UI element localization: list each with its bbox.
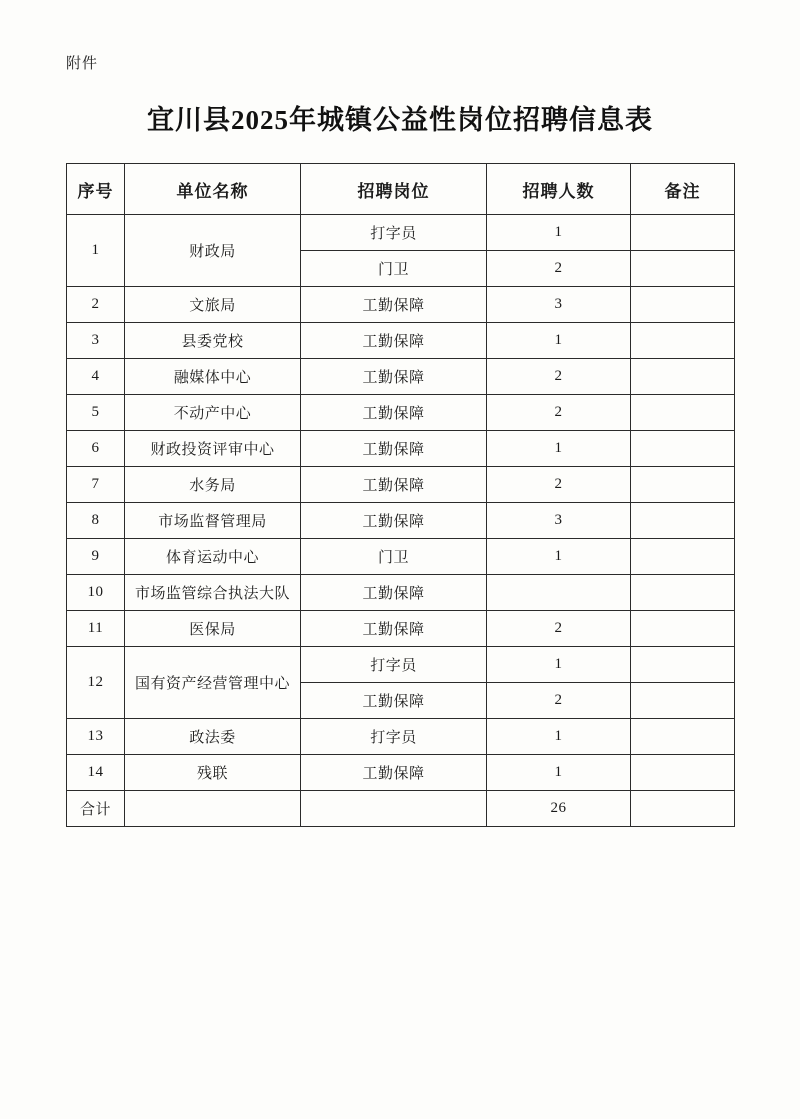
cell-unit: 融媒体中心 — [125, 359, 301, 395]
cell-total-note — [631, 791, 735, 827]
cell-note — [631, 575, 735, 611]
cell-unit: 财政投资评审中心 — [125, 431, 301, 467]
cell-post: 工勤保障 — [301, 323, 487, 359]
table-total-row — [67, 791, 735, 827]
table-header — [67, 164, 735, 215]
cell-post: 门卫 — [301, 539, 487, 575]
cell-count: 1 — [487, 755, 631, 791]
cell-count: 2 — [487, 251, 631, 287]
column-header-unit: 单位名称 — [125, 164, 301, 215]
cell-post: 工勤保障 — [301, 359, 487, 395]
cell-count: 1 — [487, 647, 631, 683]
cell-note — [631, 647, 735, 683]
table-row — [67, 215, 735, 251]
cell-post: 打字员 — [301, 647, 487, 683]
table-row — [67, 719, 735, 755]
cell-seq: 4 — [67, 359, 125, 395]
column-header-post: 招聘岗位 — [301, 164, 487, 215]
column-header-note: 备注 — [631, 164, 735, 215]
cell-unit: 水务局 — [125, 467, 301, 503]
cell-total-count: 26 — [487, 791, 631, 827]
cell-note — [631, 611, 735, 647]
cell-note — [631, 323, 735, 359]
cell-post: 工勤保障 — [301, 575, 487, 611]
cell-post: 工勤保障 — [301, 683, 487, 719]
cell-note — [631, 287, 735, 323]
column-header-count: 招聘人数 — [487, 164, 631, 215]
table-row — [67, 287, 735, 323]
table-row — [67, 575, 735, 611]
cell-post: 工勤保障 — [301, 503, 487, 539]
cell-total-post — [301, 791, 487, 827]
table-row — [67, 323, 735, 359]
attachment-label: 附件 — [66, 56, 99, 72]
cell-seq: 5 — [67, 395, 125, 431]
cell-total-unit — [125, 791, 301, 827]
cell-unit: 不动产中心 — [125, 395, 301, 431]
cell-seq: 9 — [67, 539, 125, 575]
cell-post: 门卫 — [301, 251, 487, 287]
cell-seq: 11 — [67, 611, 125, 647]
cell-post: 工勤保障 — [301, 755, 487, 791]
cell-unit: 医保局 — [125, 611, 301, 647]
cell-note — [631, 503, 735, 539]
cell-seq: 14 — [67, 755, 125, 791]
cell-seq: 2 — [67, 287, 125, 323]
table-row — [67, 611, 735, 647]
cell-count: 2 — [487, 611, 631, 647]
table-body — [67, 215, 735, 827]
cell-total-label: 合计 — [67, 791, 125, 827]
cell-unit: 市场监督管理局 — [125, 503, 301, 539]
cell-count: 1 — [487, 431, 631, 467]
cell-count: 1 — [487, 215, 631, 251]
cell-post: 工勤保障 — [301, 287, 487, 323]
page-title: 宜川县2025年城镇公益性岗位招聘信息表 — [147, 105, 653, 135]
cell-note — [631, 359, 735, 395]
cell-unit: 体育运动中心 — [125, 539, 301, 575]
cell-note — [631, 539, 735, 575]
table-row — [67, 359, 735, 395]
cell-unit: 国有资产经营管理中心 — [125, 647, 301, 719]
cell-seq: 12 — [67, 647, 125, 719]
cell-count: 3 — [487, 503, 631, 539]
column-header-seq: 序号 — [67, 164, 125, 215]
recruitment-table — [66, 163, 735, 827]
cell-count — [487, 575, 631, 611]
cell-note — [631, 467, 735, 503]
cell-seq: 7 — [67, 467, 125, 503]
cell-seq: 1 — [67, 215, 125, 287]
cell-seq: 8 — [67, 503, 125, 539]
cell-post: 打字员 — [301, 215, 487, 251]
cell-unit: 市场监管综合执法大队 — [125, 575, 301, 611]
cell-unit: 残联 — [125, 755, 301, 791]
table-header-row — [67, 164, 735, 215]
cell-count: 1 — [487, 539, 631, 575]
cell-seq: 13 — [67, 719, 125, 755]
cell-seq: 10 — [67, 575, 125, 611]
cell-post: 工勤保障 — [301, 395, 487, 431]
cell-post: 工勤保障 — [301, 431, 487, 467]
cell-note — [631, 755, 735, 791]
cell-note — [631, 215, 735, 251]
cell-unit: 县委党校 — [125, 323, 301, 359]
cell-count: 3 — [487, 287, 631, 323]
cell-count: 2 — [487, 359, 631, 395]
table-row — [67, 755, 735, 791]
table-row — [67, 395, 735, 431]
table-row — [67, 539, 735, 575]
cell-note — [631, 251, 735, 287]
cell-seq: 6 — [67, 431, 125, 467]
cell-unit: 政法委 — [125, 719, 301, 755]
cell-seq: 3 — [67, 323, 125, 359]
table-row — [67, 503, 735, 539]
cell-count: 2 — [487, 395, 631, 431]
cell-post: 工勤保障 — [301, 611, 487, 647]
cell-post: 工勤保障 — [301, 467, 487, 503]
cell-count: 1 — [487, 719, 631, 755]
cell-post: 打字员 — [301, 719, 487, 755]
cell-note — [631, 683, 735, 719]
recruitment-table-wrapper — [66, 163, 734, 827]
cell-unit: 财政局 — [125, 215, 301, 287]
cell-count: 1 — [487, 323, 631, 359]
cell-note — [631, 431, 735, 467]
cell-note — [631, 719, 735, 755]
table-row — [67, 467, 735, 503]
cell-count: 2 — [487, 467, 631, 503]
cell-count: 2 — [487, 683, 631, 719]
table-row — [67, 431, 735, 467]
table-row — [67, 647, 735, 683]
cell-note — [631, 395, 735, 431]
cell-unit: 文旅局 — [125, 287, 301, 323]
